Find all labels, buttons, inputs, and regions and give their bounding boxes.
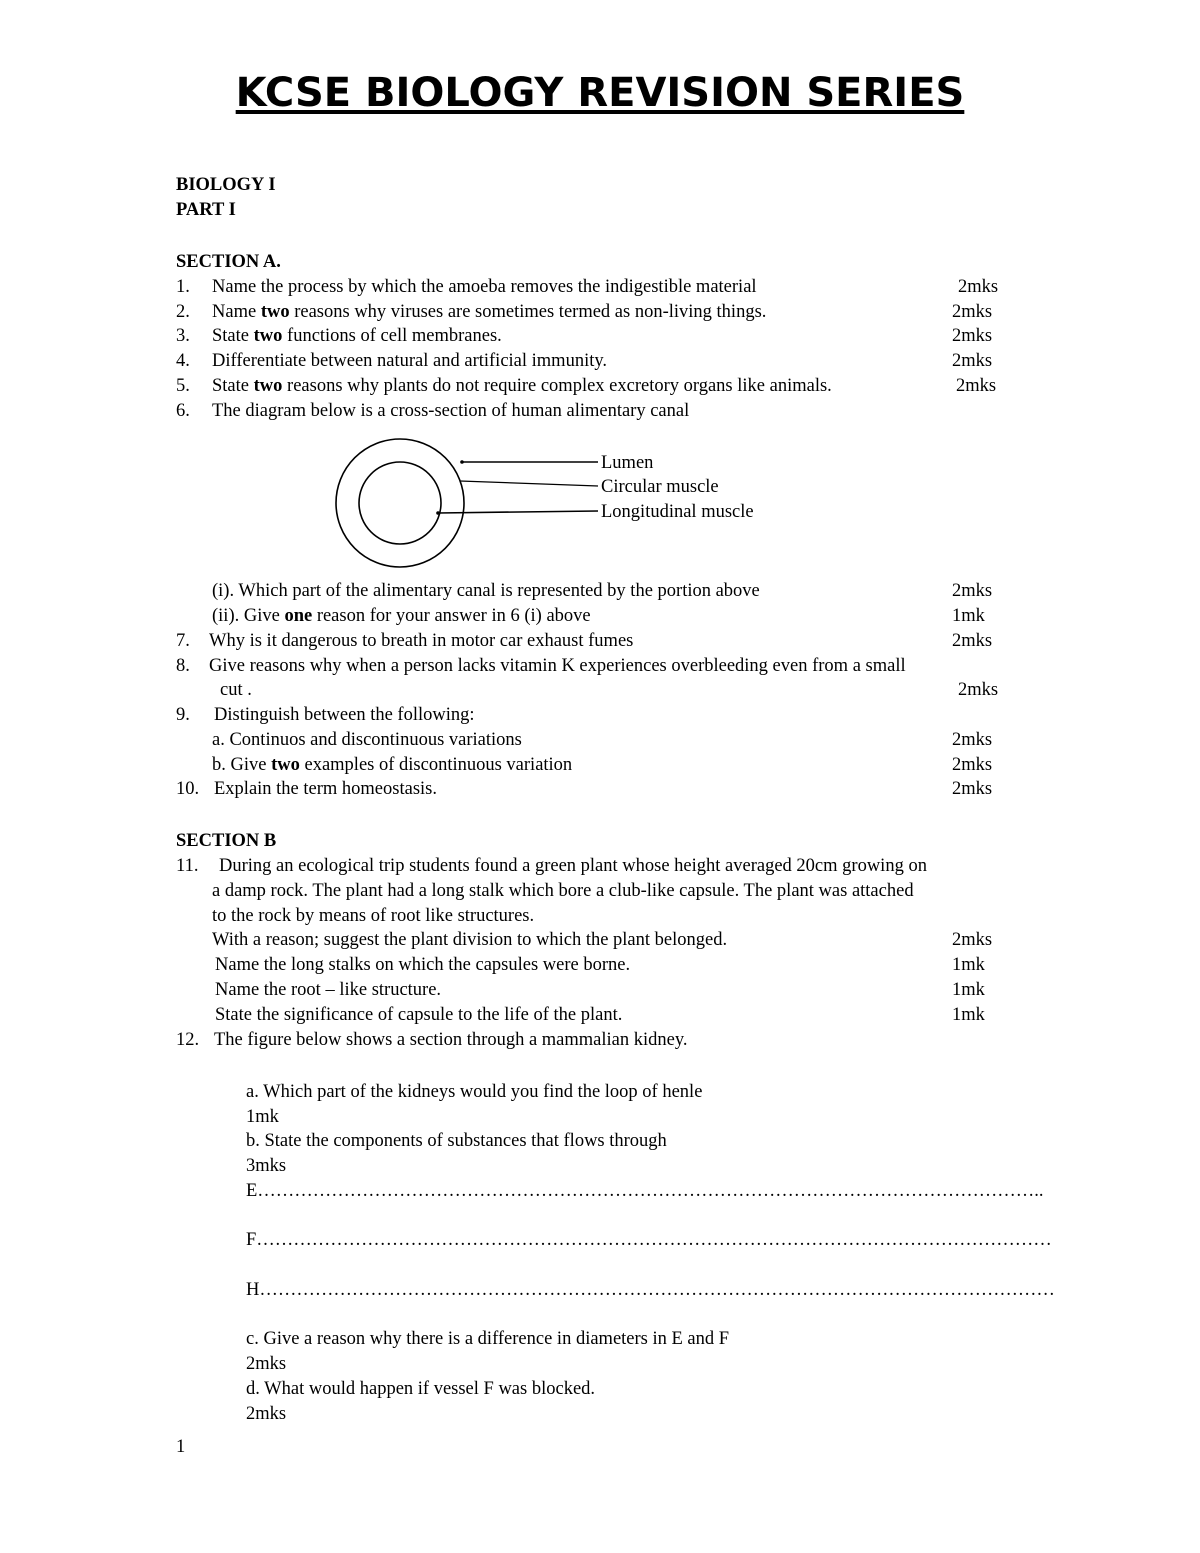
q8-text: Give reasons why when a person lacks vitamin K experiences overbleeding even from a small: [209, 656, 906, 676]
q8-marks: 2mks: [958, 680, 999, 700]
q2-text: Name two reasons why viruses are sometimes termed as non-living things.: [212, 302, 767, 322]
q12-b-text: b. State the components of substances that flows through: [246, 1131, 667, 1151]
q9-text: Distinguish between the following:: [214, 705, 475, 725]
q11-sub2-marks: 1mk: [952, 955, 985, 975]
q10-marks: 2mks: [952, 779, 993, 799]
q11-sub1-text: With a reason; suggest the plant division to which the plant belonged.: [212, 930, 728, 950]
section-b-heading: SECTION B: [176, 831, 277, 851]
q5-marks: 2mks: [956, 376, 997, 396]
longitudinal-muscle-pointer: [438, 511, 598, 513]
circular-muscle-pointer: [460, 481, 598, 486]
q4-text: Differentiate between natural and artificial immunity.: [212, 351, 608, 371]
q11-sub3-text: Name the root – like structure.: [215, 980, 442, 1000]
q3-number: 3.: [176, 326, 190, 346]
q2-number: 2.: [176, 302, 190, 322]
q7-number: 7.: [176, 631, 190, 651]
q9-number: 9.: [176, 705, 190, 725]
q12-answer-line-e: E………………………………………………………………………………………………………………..: [246, 1181, 1044, 1201]
section-a-heading: SECTION A.: [176, 252, 281, 272]
q1-text: Name the process by which the amoeba removes the indigestible material: [212, 277, 757, 297]
q6-text: The diagram below is a cross-section of human alimentary canal: [212, 401, 690, 421]
document-title: KCSE BIOLOGY REVISION SERIES: [235, 70, 965, 116]
part-name: PART I: [176, 200, 236, 220]
q9-b-marks: 2mks: [952, 755, 993, 775]
inner-wall-circle: [359, 462, 441, 544]
q2-marks: 2mks: [952, 302, 993, 322]
q9-a-text: a. Continuos and discontinuous variations: [212, 730, 522, 750]
q12-answer-line-h: H…………………………………………………………………………………………………………………: [246, 1280, 1055, 1300]
q6-i-marks: 2mks: [952, 581, 993, 601]
q10-text: Explain the term homeostasis.: [214, 779, 437, 799]
q11-line3: to the rock by means of root like structures.: [212, 906, 535, 926]
q12-text: The figure below shows a section through a mammalian kidney.: [214, 1030, 688, 1050]
q6-ii-marks: 1mk: [952, 606, 985, 626]
q8-number: 8.: [176, 656, 190, 676]
q4-marks: 2mks: [952, 351, 993, 371]
q12-number: 12.: [176, 1030, 200, 1050]
q12-a-text: a. Which part of the kidneys would you find the loop of henle: [246, 1082, 703, 1102]
q12-d-marks: 2mks: [246, 1404, 287, 1424]
q9-a-marks: 2mks: [952, 730, 993, 750]
q12-b-marks: 3mks: [246, 1156, 287, 1176]
q9-b-text: b. Give two examples of discontinuous variation: [212, 755, 573, 775]
q10-number: 10.: [176, 779, 200, 799]
q7-text: Why is it dangerous to breath in motor car exhaust fumes: [209, 631, 634, 651]
q4-number: 4.: [176, 351, 190, 371]
q11-sub3-marks: 1mk: [952, 980, 985, 1000]
q5-text: State two reasons why plants do not require complex excretory organs like animals.: [212, 376, 832, 396]
q12-answer-line-f: F…………………………………………………………………………………………………………………: [246, 1230, 1052, 1250]
q11-sub2-text: Name the long stalks on which the capsules were borne.: [215, 955, 631, 975]
q12-c-text: c. Give a reason why there is a difference in diameters in E and F: [246, 1329, 730, 1349]
q12-c-marks: 2mks: [246, 1354, 287, 1374]
q3-marks: 2mks: [952, 326, 993, 346]
q11-sub4-marks: 1mk: [952, 1005, 985, 1025]
q11-line2: a damp rock. The plant had a long stalk which bore a club-like capsule. The plant was attached: [212, 881, 914, 901]
outer-wall-circle: [336, 439, 464, 567]
q8-text-cont: cut .: [220, 680, 252, 700]
q11-number: 11.: [176, 856, 199, 876]
label-longitudinal-muscle: Longitudinal muscle: [601, 502, 754, 522]
q1-number: 1.: [176, 277, 190, 297]
q5-number: 5.: [176, 376, 190, 396]
q12-d-text: d. What would happen if vessel F was blocked.: [246, 1379, 596, 1399]
label-lumen: Lumen: [601, 453, 654, 473]
paper-name: BIOLOGY I: [176, 175, 276, 195]
q6-ii-text: (ii). Give one reason for your answer in 6 (i) above: [212, 606, 591, 626]
q11-line1: During an ecological trip students found a green plant whose height averaged 20cm growing on: [219, 856, 927, 876]
q3-text: State two functions of cell membranes.: [212, 326, 502, 346]
q7-marks: 2mks: [952, 631, 993, 651]
q12-a-marks: 1mk: [246, 1107, 279, 1127]
q11-sub1-marks: 2mks: [952, 930, 993, 950]
q6-number: 6.: [176, 401, 190, 421]
label-circular-muscle: Circular muscle: [601, 477, 719, 497]
page-number: 1: [176, 1437, 186, 1457]
q6-i-text: (i). Which part of the alimentary canal is represented by the portion above: [212, 581, 760, 601]
q11-sub4-text: State the significance of capsule to the life of the plant.: [215, 1005, 623, 1025]
q1-marks: 2mks: [958, 277, 999, 297]
